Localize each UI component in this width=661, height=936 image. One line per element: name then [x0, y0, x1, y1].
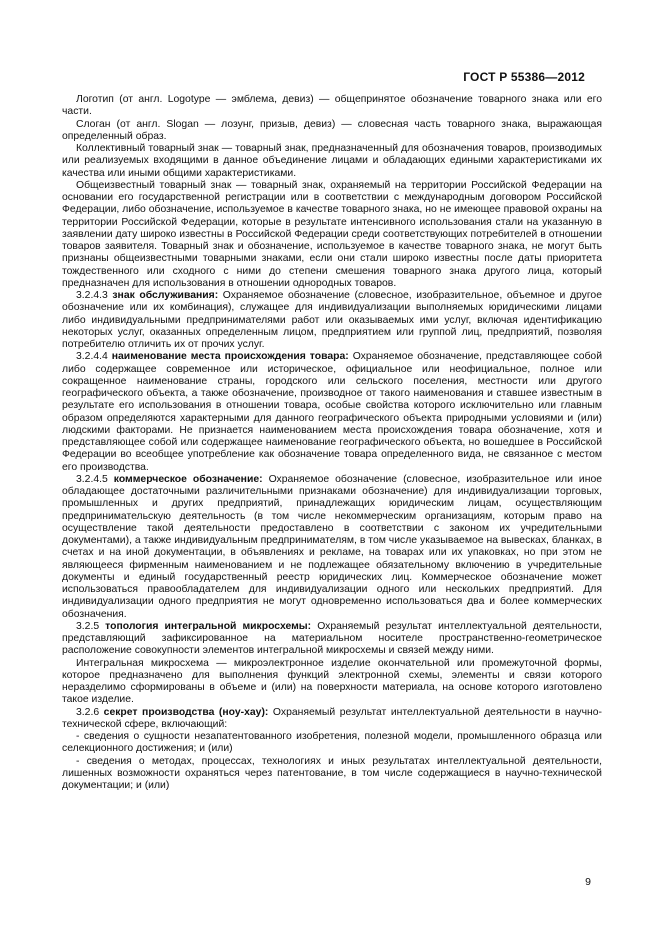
clause-term: наименование места происхождения товара:: [111, 351, 349, 363]
paragraph-logotype: Логотип (от англ. Logotype — эмблема, девиз) — общепринятое обозначение товарного знака или его части.: [62, 94, 602, 118]
paragraph-integrated-circuit: Интегральная микросхема — микроэлектронное изделие окончательной или промежуточной формы, которое предназначено для выполнения функций электронной схемы, элементы и связи которого неразделимо сформированы в объеме и (или) на поверхности материала, на основе которого изготовлено такое изделие.: [62, 657, 602, 706]
paragraph-service-mark: 3.2.4.3 знак обслуживания: Охраняемое обозначение (словесное, изобразительное, объемное и другое обозначение или их комбинация), служащее для индивидуализации выполняемых юридическими лицами либо индивидуальными предпринимателями работ или оказываемых ими услуг, включая идентификацию некоторых услуг, оказанных определенным лицом, предприятием или группой лиц, предприятий, позволяя потребителю отличить их от прочих услуг.: [62, 290, 602, 350]
paragraph-ic-topology: 3.2.5 топология интегральной микросхемы: Охраняемый результат интеллектуальной деятельности, представляющий зафиксированное на материальном носителе пространственно-геометрическое расположение совокупности элементов интегральной микросхемы и связей между ними.: [62, 620, 603, 657]
paragraph-collective-trademark: Коллективный товарный знак — товарный знак, предназначенный для обозначения товаров, производимых или реализуемых входящими в данное объединение лицами и обладающих едиными характеристиками их качества или иными общими характеристиками.: [62, 143, 602, 179]
document-header: ГОСТ Р 55386—2012: [463, 70, 585, 84]
clause-number: 3.2.4.5: [76, 473, 108, 485]
document-body: [62, 94, 602, 792]
clause-term: топология интегральной микросхемы:: [105, 620, 312, 632]
clause-term: коммерческое обозначение:: [113, 473, 263, 485]
clause-number: 3.2.4.4: [76, 351, 108, 363]
clause-number: 3.2.5: [76, 620, 100, 632]
clause-number: 3.2.4.3: [76, 290, 108, 301]
paragraph-appellation-of-origin: 3.2.4.4 наименование места происхождения товара: Охраняемое обозначение, представляющее собой либо содержащее современное или историческое, официальное или неофициальное, полное или сокращенное наименование страны, городского или сельского поселения, местности или другого географического объекта, а также обозначение, производное от такого наименования и ставшее известным в результате его использования в отношении товара, особые свойства которого исключительно или главным образом определяются характерными для данного географического объекта природными условиями и (или) людскими факторами. Не признается наименованием места происхождения товара обозначение, хотя и представляющее собой или содержащее наименование географического объекта, но вошедшее в Российской Федерации во всеобщее употребление как обозначение товара определенного вида, не связанное с местом его производства.: [62, 351, 603, 473]
paragraph-know-how: 3.2.6 секрет производства (ноу-хау): Охраняемый результат интеллектуальной деятельности в научно-технической сфере, включающий:: [62, 706, 602, 730]
clause-term: знак обслуживания:: [112, 290, 219, 301]
clause-number: 3.2.6: [76, 706, 100, 718]
list-item: - сведения о сущности незапатентованного изобретения, полезной модели, промышленного образца или селекционного достижения; и (или): [62, 731, 602, 755]
paragraph-slogan: Слоган (от англ. Slogan — лозунг, призыв, девиз) — словесная часть товарного знака, выражающая определенный образ.: [62, 118, 602, 142]
clause-term: секрет производства (ноу-хау):: [103, 706, 269, 718]
page-number: 9: [585, 876, 591, 888]
paragraph-commercial-designation: 3.2.4.5 коммерческое обозначение: Охраняемое обозначение (словесное, изобразительное или иное обладающее достаточными различительными признаками обозначение) для индивидуализации торговых, промышленных и других предприятий, принадлежащих юридическим лицам, осуществляющим предпринимательскую деятельность (в том числе некоммерческим организациям, которым право на осуществление такой деятельности предоставлено в соответствии с законом их учредительными документами), а также индивидуальным предпринимателям, в том числе указываемое на вывесках, бланках, в счетах и на иной документации, в объявлениях и рекламе, на товарах или их упаковках, но при этом не являющееся фирменным наименованием и не подлежащее обязательному включению в учредительные документы и единый государственный реестр юридических лиц. Коммерческое обозначение может использоваться правообладателем для индивидуализации одного или нескольких предприятий. Для индивидуализации одного предприятия не могут одновременно использоваться два и более коммерческих обозначения.: [62, 473, 603, 620]
paragraph-well-known-trademark: Общеизвестный товарный знак — товарный знак, охраняемый на территории Российской Федерации на основании его государственной регистрации или в соответствии с международным договором Российской Федерации, либо обозначение, используемое в качестве товарного знака, но не имеющее правовой охраны на территории Российской Федерации, которые в результате интенсивного использования стали на указанную в заявлении дату широко известны в Российской Федерации среди соответствующих потребителей в отношении товаров заявителя. Товарный знак и обозначение, используемое в качестве товарного знака, не могут быть признаны общеизвестными товарными знаками, если они стали широко известны после даты приоритета тождественного или сходного с ними до степени смешения товарного знака другого лица, который предназначен для использования в отношении однородных товаров.: [62, 179, 602, 289]
list-item: - сведения о методах, процессах, технологиях и иных результатах интеллектуальной деятельности, лишенных возможности охраняться через патентование, в том числе содержащиеся в научно-технической документации; и (или): [62, 755, 602, 791]
